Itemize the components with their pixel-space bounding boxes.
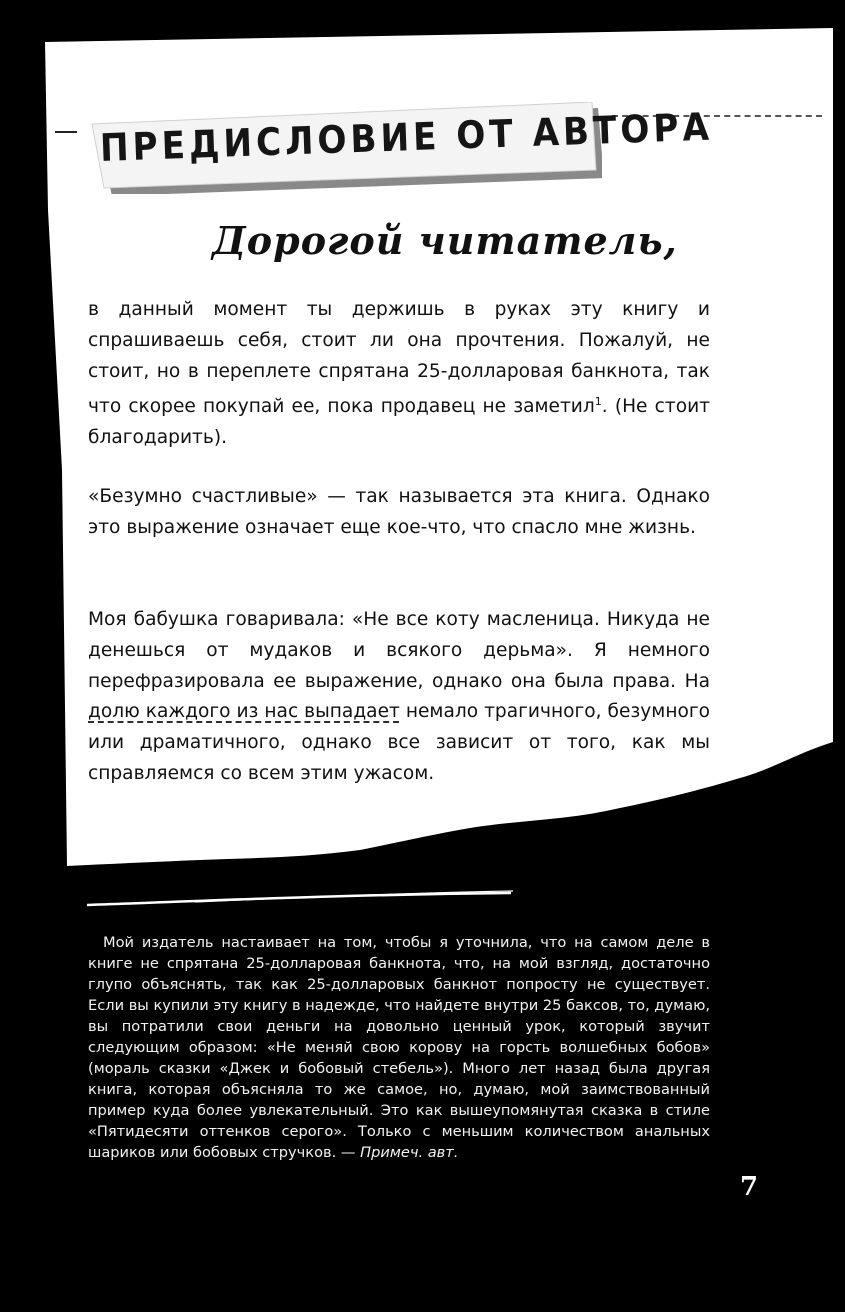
paragraph-1-text: в данный момент ты держишь в руках эту книгу и спрашиваешь себя, стоит ли она прочтения. Пожалуй, не стоит, но в переплете спрятана 25-долларовая банкнота, так что скорее покупай ее, пока продавец не заметил — [88, 299, 710, 418]
footnote-separator — [85, 887, 515, 907]
paragraph-3 — [88, 605, 710, 790]
footnote-note: Примеч. авт. — [360, 1144, 459, 1161]
preface-title: ПРЕДИСЛОВИЕ ОТ АВТОРА — [99, 104, 714, 170]
paragraph-1 — [88, 295, 710, 454]
paragraph-3-underlined: долю каждого из нас выпадает — [88, 701, 400, 723]
greeting-heading: Дорогой читатель, — [212, 218, 678, 263]
footnote-reference[interactable]: 1 — [594, 395, 602, 409]
paragraph-3-end: немало трагичного, безумного или драматичного, однако все зависит от того, как мы справляемся со всем этим ужасом. — [88, 701, 710, 784]
page-number: 7 — [740, 1172, 759, 1202]
paragraph-3-start: Моя бабушка говаривала: «Не все коту масленица. Никуда не денешься от мудаков и всякого дерьма». Я немного перефразировала ее выражение, однако она была права. На — [88, 609, 710, 692]
footnote-text — [88, 932, 710, 1163]
paragraph-1-after: . (Не стоит благодарить). — [88, 396, 710, 449]
decorative-dash-left — [55, 131, 77, 133]
footnote-body: Мой издатель настаивает на том, чтобы я уточнила, что на самом деле в книге не спрятана 25-долларовая банкнота, что, на мой взгляд, достаточно глупо объяснять, так как 25-долларовых банкнот попросту не существует. Если вы купили эту книгу в надежде, что найдете внутри 25 баксов, то, думаю, вы потратили свои деньги на довольно ценный урок, который звучит следующим образом: «Не меняй свою корову на горсть волшебных бобов» (мораль сказки «Джек и бобовый стебель»). Много лет назад была другая книга, которая объясняла то же самое, но, думаю, мой заимствованный пример куда более увлекательный. Это как вышеупомянутая сказка в стиле «Пятидесяти оттенков серого». Только с меньшим количеством анальных шариков или бобовых стручков. — — [88, 934, 710, 1161]
paragraph-2: «Безумно счастливые» — так называется эта книга. Однако это выражение означает еще кое-что, что спасло мне жизнь. — [88, 486, 710, 538]
